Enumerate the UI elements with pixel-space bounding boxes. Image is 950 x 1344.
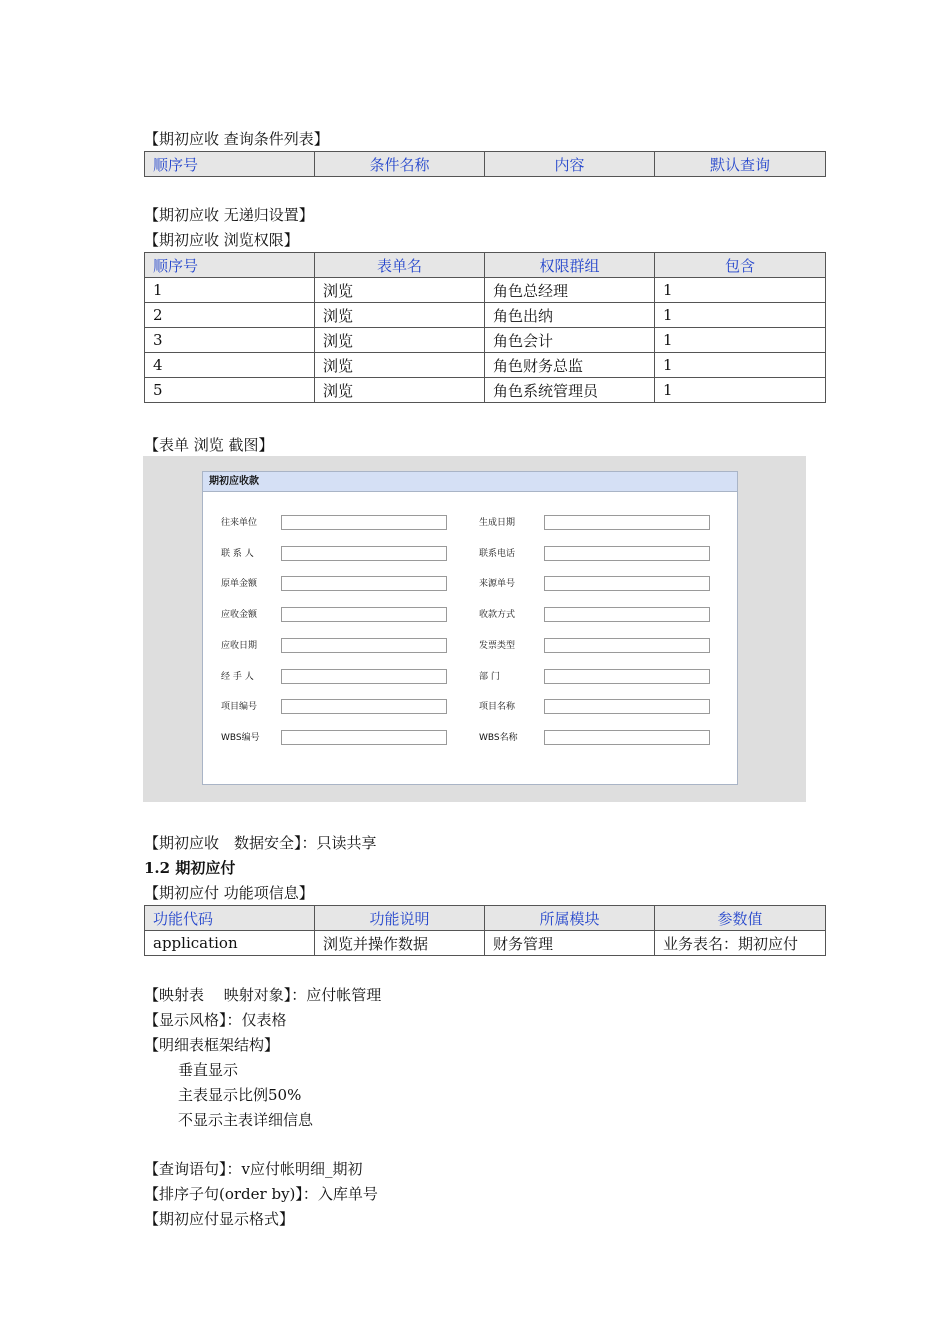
column-header: 顺序号 — [145, 253, 315, 278]
table-cell: 1 — [655, 378, 826, 403]
detail-item: 不显示主表详细信息 — [178, 1111, 314, 1129]
table-cell: 角色总经理 — [485, 278, 655, 303]
table-cell: 1 — [655, 353, 826, 378]
column-header: 功能说明 — [315, 906, 485, 931]
detail-item: 主表显示比例50% — [178, 1086, 302, 1104]
table-header-row — [145, 906, 826, 931]
table-cell: 1 — [655, 303, 826, 328]
field-label: 收款方式 — [479, 610, 516, 620]
receivable-amount-input[interactable] — [281, 607, 447, 622]
table-cell: 浏览并操作数据 — [315, 931, 485, 956]
table-cell: 业务表名：期初应付 — [655, 931, 826, 956]
table-cell: 3 — [145, 328, 315, 353]
field-label: 生成日期 — [479, 518, 516, 528]
table-cell: 5 — [145, 378, 315, 403]
column-header: 顺序号 — [145, 152, 315, 177]
table-cell: 1 — [655, 278, 826, 303]
create-date-input[interactable] — [544, 515, 710, 530]
field-label: 应收金额 — [221, 610, 258, 620]
column-header: 参数值 — [655, 906, 826, 931]
table-cell: 4 — [145, 353, 315, 378]
wbs-code-input[interactable] — [281, 730, 447, 745]
table-cell: application — [145, 931, 315, 956]
field-label: 联系电话 — [479, 549, 516, 559]
field-label: 发票类型 — [479, 641, 516, 651]
table-row — [145, 303, 826, 328]
contact-person-input[interactable] — [281, 546, 447, 561]
table-cell: 1 — [145, 278, 315, 303]
field-label: WBS名称 — [479, 733, 518, 743]
field-label: 来源单号 — [479, 579, 516, 589]
form-title: 期初应收款 — [203, 472, 737, 492]
order-clause-line: 【排序子句(order by)】：入库单号 — [144, 1185, 378, 1203]
partner-unit-input[interactable] — [281, 515, 447, 530]
receivable-date-input[interactable] — [281, 638, 447, 653]
table-cell: 浏览 — [315, 353, 485, 378]
table-row — [145, 353, 826, 378]
column-header: 功能代码 — [145, 906, 315, 931]
section-heading: 1.2 期初应付 — [144, 859, 236, 877]
table-cell: 浏览 — [315, 328, 485, 353]
field-label: 部 门 — [479, 672, 500, 682]
table-row — [145, 328, 826, 353]
table-cell: 角色财务总监 — [485, 353, 655, 378]
column-header: 权限群组 — [485, 253, 655, 278]
table-row — [145, 278, 826, 303]
table-row — [145, 378, 826, 403]
table-cell: 2 — [145, 303, 315, 328]
project-name-input[interactable] — [544, 699, 710, 714]
receivable-form — [202, 471, 738, 785]
column-header: 表单名 — [315, 253, 485, 278]
display-style-line: 【显示风格】：仅表格 — [144, 1011, 287, 1029]
section-query-title: 【期初应收 查询条件列表】 — [144, 130, 329, 148]
invoice-type-input[interactable] — [544, 638, 710, 653]
field-label: 应收日期 — [221, 641, 258, 651]
field-label: 项目名称 — [479, 702, 516, 712]
section-norecursion-title: 【期初应收 无递归设置】 — [144, 206, 314, 224]
payment-method-input[interactable] — [544, 607, 710, 622]
table-cell: 浏览 — [315, 378, 485, 403]
detail-item: 垂直显示 — [178, 1061, 239, 1079]
section-function-title: 【期初应付 功能项信息】 — [144, 884, 314, 902]
field-label: 往来单位 — [221, 518, 258, 528]
handler-input[interactable] — [281, 669, 447, 684]
table-cell: 财务管理 — [485, 931, 655, 956]
column-header: 所属模块 — [485, 906, 655, 931]
column-header: 默认查询 — [655, 152, 826, 177]
field-label: 原单金额 — [221, 579, 258, 589]
field-label: 经 手 人 — [221, 672, 254, 682]
table-row — [145, 931, 826, 956]
table-cell: 浏览 — [315, 278, 485, 303]
contact-phone-input[interactable] — [544, 546, 710, 561]
original-amount-input[interactable] — [281, 576, 447, 591]
table-header-row — [145, 152, 826, 177]
function-table — [144, 905, 826, 956]
wbs-name-input[interactable] — [544, 730, 710, 745]
table-header-row — [145, 253, 826, 278]
table-cell: 角色系统管理员 — [485, 378, 655, 403]
field-label: 联 系 人 — [221, 549, 254, 559]
table-cell: 浏览 — [315, 303, 485, 328]
column-header: 内容 — [485, 152, 655, 177]
query-table — [144, 151, 826, 177]
field-label: WBS编号 — [221, 733, 260, 743]
table-cell: 1 — [655, 328, 826, 353]
source-number-input[interactable] — [544, 576, 710, 591]
column-header: 条件名称 — [315, 152, 485, 177]
perm-table — [144, 252, 826, 403]
section-browse-perm-title: 【期初应收 浏览权限】 — [144, 231, 299, 249]
table-cell: 角色会计 — [485, 328, 655, 353]
detail-frame-title: 【明细表框架结构】 — [144, 1036, 280, 1054]
display-format-title: 【期初应付显示格式】 — [144, 1210, 295, 1228]
section-screenshot-title: 【表单 浏览 截图】 — [144, 436, 274, 454]
project-code-input[interactable] — [281, 699, 447, 714]
column-header: 包含 — [655, 253, 826, 278]
data-security-line: 【期初应收 数据安全】：只读共享 — [144, 834, 377, 852]
field-label: 项目编号 — [221, 702, 258, 712]
mapping-line: 【映射表 映射对象】：应付帐管理 — [144, 986, 382, 1004]
table-cell: 角色出纳 — [485, 303, 655, 328]
query-sentence-line: 【查询语句】：v应付帐明细_期初 — [144, 1160, 363, 1178]
department-input[interactable] — [544, 669, 710, 684]
form-screenshot-panel — [143, 456, 806, 802]
